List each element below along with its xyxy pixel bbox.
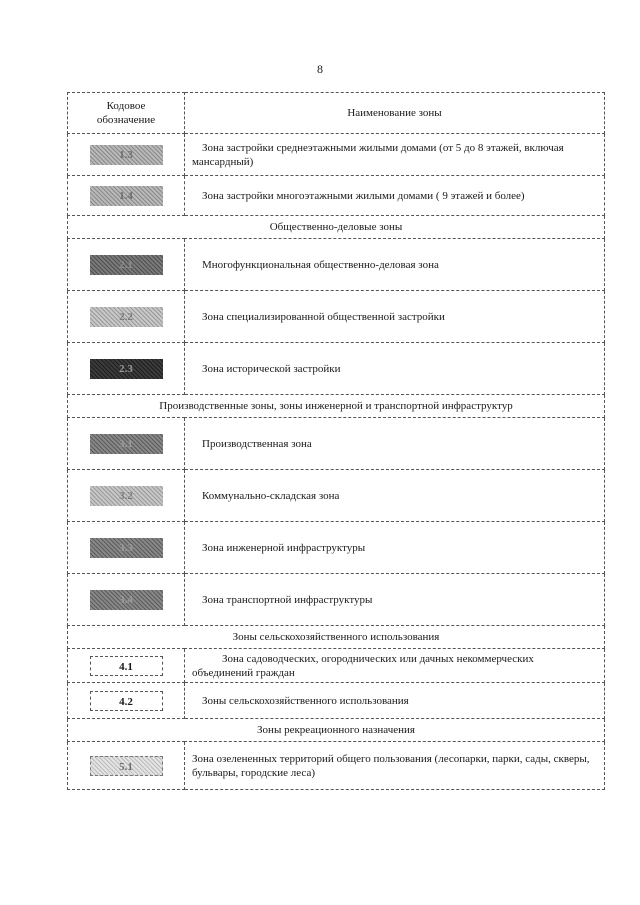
zone-row	[68, 522, 605, 574]
zone-swatch: 1.3	[90, 145, 163, 165]
zone-name: Зона садоводческих, огороднических или дачных некоммерческих объединений граждан	[192, 652, 534, 679]
header-code-cell	[68, 93, 185, 134]
zone-name-cell	[185, 418, 605, 470]
section-header-row	[68, 216, 605, 239]
zone-name: Многофункциональная общественно-деловая зона	[202, 258, 439, 271]
zone-code-cell	[68, 239, 185, 291]
zone-code-cell	[68, 291, 185, 343]
zone-swatch: 3.3	[90, 538, 163, 558]
zone-row	[68, 574, 605, 626]
zone-swatch: 1.4	[90, 186, 163, 206]
zone-name: Зона специализированной общественной застройки	[202, 310, 445, 323]
zone-name-cell	[185, 742, 605, 790]
zone-name: Зоны сельскохозяйственного использования	[202, 694, 409, 707]
zone-name: Производственная зона	[202, 437, 312, 450]
zone-name-cell	[185, 176, 605, 216]
zone-code-cell	[68, 470, 185, 522]
section-header-row	[68, 626, 605, 649]
zone-code-cell	[68, 343, 185, 395]
zone-code-cell	[68, 176, 185, 216]
zone-code-cell	[68, 418, 185, 470]
zone-code-cell	[68, 649, 185, 683]
zone-code-cell	[68, 574, 185, 626]
zone-name: Зона исторической застройки	[202, 362, 341, 375]
zone-row	[68, 134, 605, 176]
section-title: Производственные зоны, зоны инженерной и транспортной инфраструктур	[68, 395, 605, 418]
zone-swatch: 2.3	[90, 359, 163, 379]
zone-name: Зона застройки среднеэтажными жилыми домами (от 5 до 8 этажей, включая мансардный)	[192, 141, 564, 168]
zone-name-cell	[185, 683, 605, 719]
zone-swatch: 5.1	[90, 756, 163, 776]
zone-name: Зона транспортной инфраструктуры	[202, 593, 373, 606]
zone-swatch: 3.2	[90, 486, 163, 506]
zone-row	[68, 176, 605, 216]
zone-name: Коммунально-складская зона	[202, 489, 340, 502]
zone-row	[68, 742, 605, 790]
zone-swatch: 2.1	[90, 255, 163, 275]
zone-name-cell	[185, 649, 605, 683]
zone-row	[68, 683, 605, 719]
zone-name-cell	[185, 343, 605, 395]
zone-swatch: 4.2	[90, 691, 163, 711]
zones-table-body	[68, 93, 605, 790]
zone-row	[68, 470, 605, 522]
zone-code-cell	[68, 683, 185, 719]
zone-code-cell	[68, 742, 185, 790]
section-title: Общественно-деловые зоны	[68, 216, 605, 239]
zones-legend-table	[67, 92, 605, 790]
zone-swatch: 4.1	[90, 656, 163, 676]
header-name-cell	[185, 93, 605, 134]
zone-name-cell	[185, 574, 605, 626]
header-code-label: Кодовое обозначение	[96, 100, 156, 126]
zone-swatch: 3.1	[90, 434, 163, 454]
zone-swatch: 3.4	[90, 590, 163, 610]
zone-row	[68, 239, 605, 291]
table-header-row	[68, 93, 605, 134]
zone-name: Зона инженерной инфраструктуры	[202, 541, 366, 554]
zone-row	[68, 649, 605, 683]
zone-name-cell	[185, 470, 605, 522]
zone-name: Зона застройки многоэтажными жилыми домами ( 9 этажей и более)	[202, 189, 525, 202]
zone-swatch: 2.2	[90, 307, 163, 327]
section-header-row	[68, 395, 605, 418]
zone-row	[68, 291, 605, 343]
zone-row	[68, 343, 605, 395]
page-number: 8	[317, 62, 323, 76]
zone-name-cell	[185, 239, 605, 291]
zone-code-cell	[68, 134, 185, 176]
section-title: Зоны сельскохозяйственного использования	[68, 626, 605, 649]
zone-name-cell	[185, 134, 605, 176]
zone-name: Зона озелененных территорий общего пользования (лесопарки, парки, сады, скверы, бульвары, городские леса)	[192, 752, 590, 779]
section-title: Зоны рекреационного назначения	[68, 719, 605, 742]
section-header-row	[68, 719, 605, 742]
zone-code-cell	[68, 522, 185, 574]
header-name-label: Наименование зоны	[347, 107, 442, 119]
zone-name-cell	[185, 291, 605, 343]
zone-name-cell	[185, 522, 605, 574]
zone-row	[68, 418, 605, 470]
